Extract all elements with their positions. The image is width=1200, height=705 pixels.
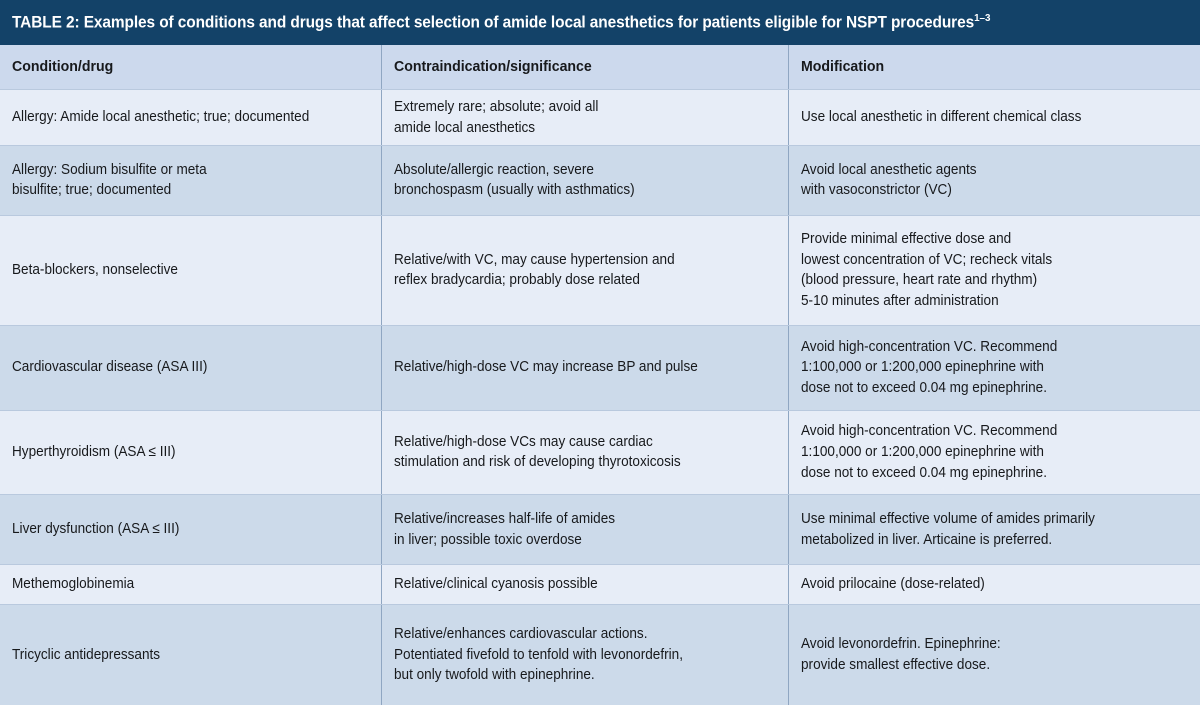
column-header-modification bbox=[789, 45, 1200, 89]
cell-line: stimulation and risk of developing thyrotoxicosis bbox=[394, 454, 681, 471]
table-title bbox=[12, 12, 990, 33]
cell-line: Avoid high-concentration VC. Recommend bbox=[801, 338, 1058, 355]
column-header-condition-label: Condition/drug bbox=[12, 58, 114, 76]
cell-contraindication bbox=[382, 216, 789, 325]
cell-line: 5-10 minutes after administration bbox=[801, 292, 999, 309]
cell-line: Relative/increases half-life of amides bbox=[394, 511, 616, 528]
cell-line: amide local anesthetics bbox=[394, 119, 536, 136]
cell-condition bbox=[0, 216, 382, 325]
column-header-modification-label: Modification bbox=[801, 58, 885, 76]
table-title-text: TABLE 2: Examples of conditions and drugs that affect selection of amide local anesthetics for patients eligible for NSPT procedures bbox=[12, 13, 975, 32]
column-header-condition bbox=[0, 45, 382, 89]
cell-line: Hyperthyroidism (ASA ≤ III) bbox=[12, 444, 176, 461]
cell-contraindication bbox=[382, 565, 789, 604]
cell-line: Tricyclic antidepressants bbox=[12, 646, 161, 663]
table-header-row bbox=[0, 45, 1200, 90]
cell-line: Potentiated fivefold to tenfold with levonordefrin, bbox=[394, 646, 683, 663]
cell-line: Relative/enhances cardiovascular actions. bbox=[394, 625, 648, 642]
cell-line: Provide minimal effective dose and bbox=[801, 230, 1012, 247]
cell-line: Avoid high-concentration VC. Recommend bbox=[801, 423, 1058, 440]
cell-line: but only twofold with epinephrine. bbox=[394, 667, 595, 684]
cell-condition bbox=[0, 90, 382, 145]
table-row bbox=[0, 326, 1200, 411]
cell-line: Use minimal effective volume of amides primarily bbox=[801, 511, 1095, 528]
cell-line: Relative/with VC, may cause hypertension and bbox=[394, 251, 675, 268]
table-row bbox=[0, 90, 1200, 146]
cell-contraindication bbox=[382, 605, 789, 705]
cell-contraindication bbox=[382, 90, 789, 145]
cell-line: bisulfite; true; documented bbox=[12, 182, 172, 199]
cell-line: Relative/high-dose VC may increase BP and pulse bbox=[394, 359, 698, 376]
cell-line: with vasoconstrictor (VC) bbox=[801, 182, 952, 199]
cell-modification bbox=[789, 326, 1200, 410]
cell-line: Absolute/allergic reaction, severe bbox=[394, 161, 594, 178]
cell-modification bbox=[789, 411, 1200, 495]
column-header-contraindication bbox=[382, 45, 789, 89]
cell-contraindication bbox=[382, 411, 789, 495]
cell-line: Avoid local anesthetic agents bbox=[801, 161, 977, 178]
cell-modification bbox=[789, 146, 1200, 215]
cell-condition bbox=[0, 146, 382, 215]
cell-line: Avoid levonordefrin. Epinephrine: bbox=[801, 636, 1001, 653]
cell-modification bbox=[789, 216, 1200, 325]
table-row bbox=[0, 495, 1200, 565]
cell-condition bbox=[0, 565, 382, 604]
cell-line: Avoid prilocaine (dose-related) bbox=[801, 576, 985, 593]
cell-line: bronchospasm (usually with asthmatics) bbox=[394, 182, 635, 199]
cell-line: 1:100,000 or 1:200,000 epinephrine with bbox=[801, 444, 1044, 461]
cell-line: in liver; possible toxic overdose bbox=[394, 531, 582, 548]
cell-line: Allergy: Sodium bisulfite or meta bbox=[12, 161, 207, 178]
table-row bbox=[0, 411, 1200, 496]
cell-line: 1:100,000 or 1:200,000 epinephrine with bbox=[801, 359, 1044, 376]
cell-line: dose not to exceed 0.04 mg epinephrine. bbox=[801, 464, 1047, 481]
cell-modification bbox=[789, 495, 1200, 564]
table-row bbox=[0, 216, 1200, 326]
table-row bbox=[0, 605, 1200, 705]
cell-modification bbox=[789, 565, 1200, 604]
cell-line: (blood pressure, heart rate and rhythm) bbox=[801, 272, 1038, 289]
cell-modification bbox=[789, 90, 1200, 145]
cell-line: reflex bradycardia; probably dose related bbox=[394, 272, 640, 289]
cell-line: lowest concentration of VC; recheck vitals bbox=[801, 251, 1053, 268]
cell-line: Extremely rare; absolute; avoid all bbox=[394, 98, 599, 115]
cell-line: Relative/clinical cyanosis possible bbox=[394, 576, 598, 593]
table-row bbox=[0, 146, 1200, 216]
column-header-contraindication-label: Contraindication/significance bbox=[394, 58, 592, 76]
cell-line: Use local anesthetic in different chemical class bbox=[801, 109, 1082, 126]
cell-condition bbox=[0, 326, 382, 410]
cell-contraindication bbox=[382, 146, 789, 215]
cell-line: dose not to exceed 0.04 mg epinephrine. bbox=[801, 379, 1047, 396]
cell-line: Cardiovascular disease (ASA III) bbox=[12, 359, 208, 376]
cell-modification bbox=[789, 605, 1200, 705]
cell-line: Allergy: Amide local anesthetic; true; documented bbox=[12, 109, 310, 126]
cell-line: Beta-blockers, nonselective bbox=[12, 261, 178, 278]
cell-line: Liver dysfunction (ASA ≤ III) bbox=[12, 521, 180, 538]
cell-line: provide smallest effective dose. bbox=[801, 657, 991, 674]
table-title-superscript: 1–3 bbox=[974, 12, 991, 25]
cell-condition bbox=[0, 411, 382, 495]
table-row bbox=[0, 565, 1200, 605]
cell-line: Relative/high-dose VCs may cause cardiac bbox=[394, 433, 653, 450]
table-title-bar bbox=[0, 0, 1200, 45]
cell-contraindication bbox=[382, 495, 789, 564]
cell-line: metabolized in liver. Articaine is preferred. bbox=[801, 531, 1053, 548]
cell-condition bbox=[0, 495, 382, 564]
cell-condition bbox=[0, 605, 382, 705]
cell-contraindication bbox=[382, 326, 789, 410]
cell-line: Methemoglobinemia bbox=[12, 576, 135, 593]
